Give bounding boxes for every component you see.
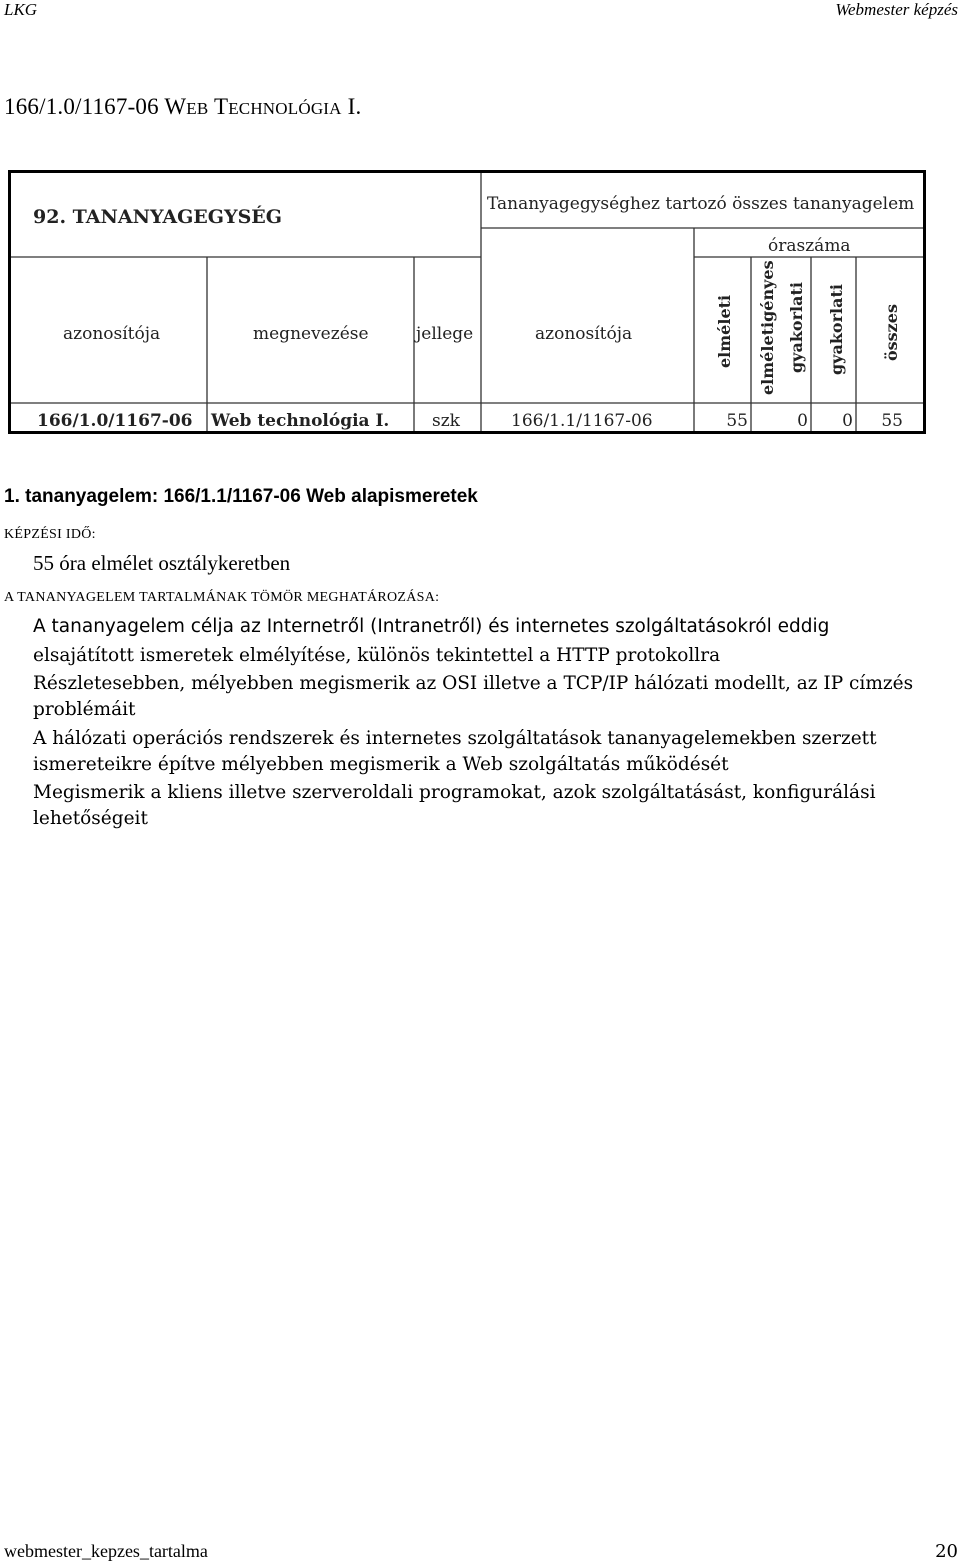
table-col-theory-practice-2: gyakorlati [787, 282, 806, 373]
header-left: LKG [4, 0, 38, 19]
table-row-elem-id: 166/1.1/1167-06 [511, 411, 653, 431]
table-row-total: 55 [881, 411, 903, 431]
table-row-practice: 0 [842, 411, 853, 431]
table-col-type: jellege [416, 324, 474, 344]
document-title [4, 94, 361, 120]
table-col-theory-practice-1: elméletigényes [758, 260, 777, 395]
paragraph-2: elsajátított ismeretek elmélyítése, különös tekintettel a HTTP protokollra [33, 645, 721, 666]
title-technologia: ECHNOLÓGIA [228, 99, 342, 118]
table-col-elem-id: azonosítója [535, 324, 633, 344]
table-col-id: azonosítója [63, 324, 161, 344]
content-label: A TANANYAGELEM TARTALMÁNAK TÖMÖR MEGHATÁROZÁSA: [4, 590, 440, 605]
unit-table [8, 170, 926, 434]
training-time: 55 óra elmélet osztálykeretben [33, 551, 291, 575]
paragraph-1: A tananyagelem célja az Internetről (Intranetről) és internetes szolgáltatásokról eddig [33, 616, 830, 637]
section-heading: 1. tananyagelem: 166/1.1/1167-06 Web alapismeretek [4, 486, 478, 507]
paragraph-5: Megismerik a kliens illetve szerveroldali programokat, azok szolgáltatásást, konfigurálási lehetőségeit [33, 782, 876, 829]
table-group-title: Tananyagegységhez tartozó összes tananyagelem [487, 194, 915, 214]
table-unit-title: 92. TANANYAGEGYSÉG [33, 206, 283, 228]
table-row-theory-practice: 0 [797, 411, 808, 431]
table-row-id: 166/1.0/1167-06 [37, 411, 193, 431]
title-suffix: I. [341, 94, 362, 119]
footer-filename: webmester_kepzes_tartalma [4, 1541, 208, 1561]
table-row-name: Web technológia I. [211, 411, 390, 431]
paragraph-4: A hálózati operációs rendszerek és internetes szolgáltatások tananyagelemekben szerzett ismereteikre építve mélyebben megismerik a Web szolgáltatás működését [33, 728, 877, 775]
page-number: 20 [935, 1541, 958, 1562]
table-col-name: megnevezése [253, 324, 369, 344]
paragraph-3: Részletesebben, mélyebben megismerik az OSI illetve a TCP/IP hálózati modellt, az IP címzés problémáit [33, 673, 914, 720]
title-eb: EB [186, 99, 209, 118]
unit-table-graphic [11, 173, 923, 431]
training-time-label: KÉPZÉSI IDŐ: [4, 527, 96, 542]
table-col-theory: elméleti [715, 294, 734, 368]
title-code: 166/1.0/1167-06 W [4, 94, 187, 119]
table-row-type: szk [432, 411, 460, 431]
header-right: Webmester képzés [835, 0, 958, 19]
table-col-practice: gyakorlati [827, 284, 846, 375]
table-col-total: összes [882, 304, 901, 361]
table-hours-title: óraszáma [768, 236, 851, 256]
table-row-theory: 55 [726, 411, 748, 431]
title-t: T [208, 94, 229, 119]
